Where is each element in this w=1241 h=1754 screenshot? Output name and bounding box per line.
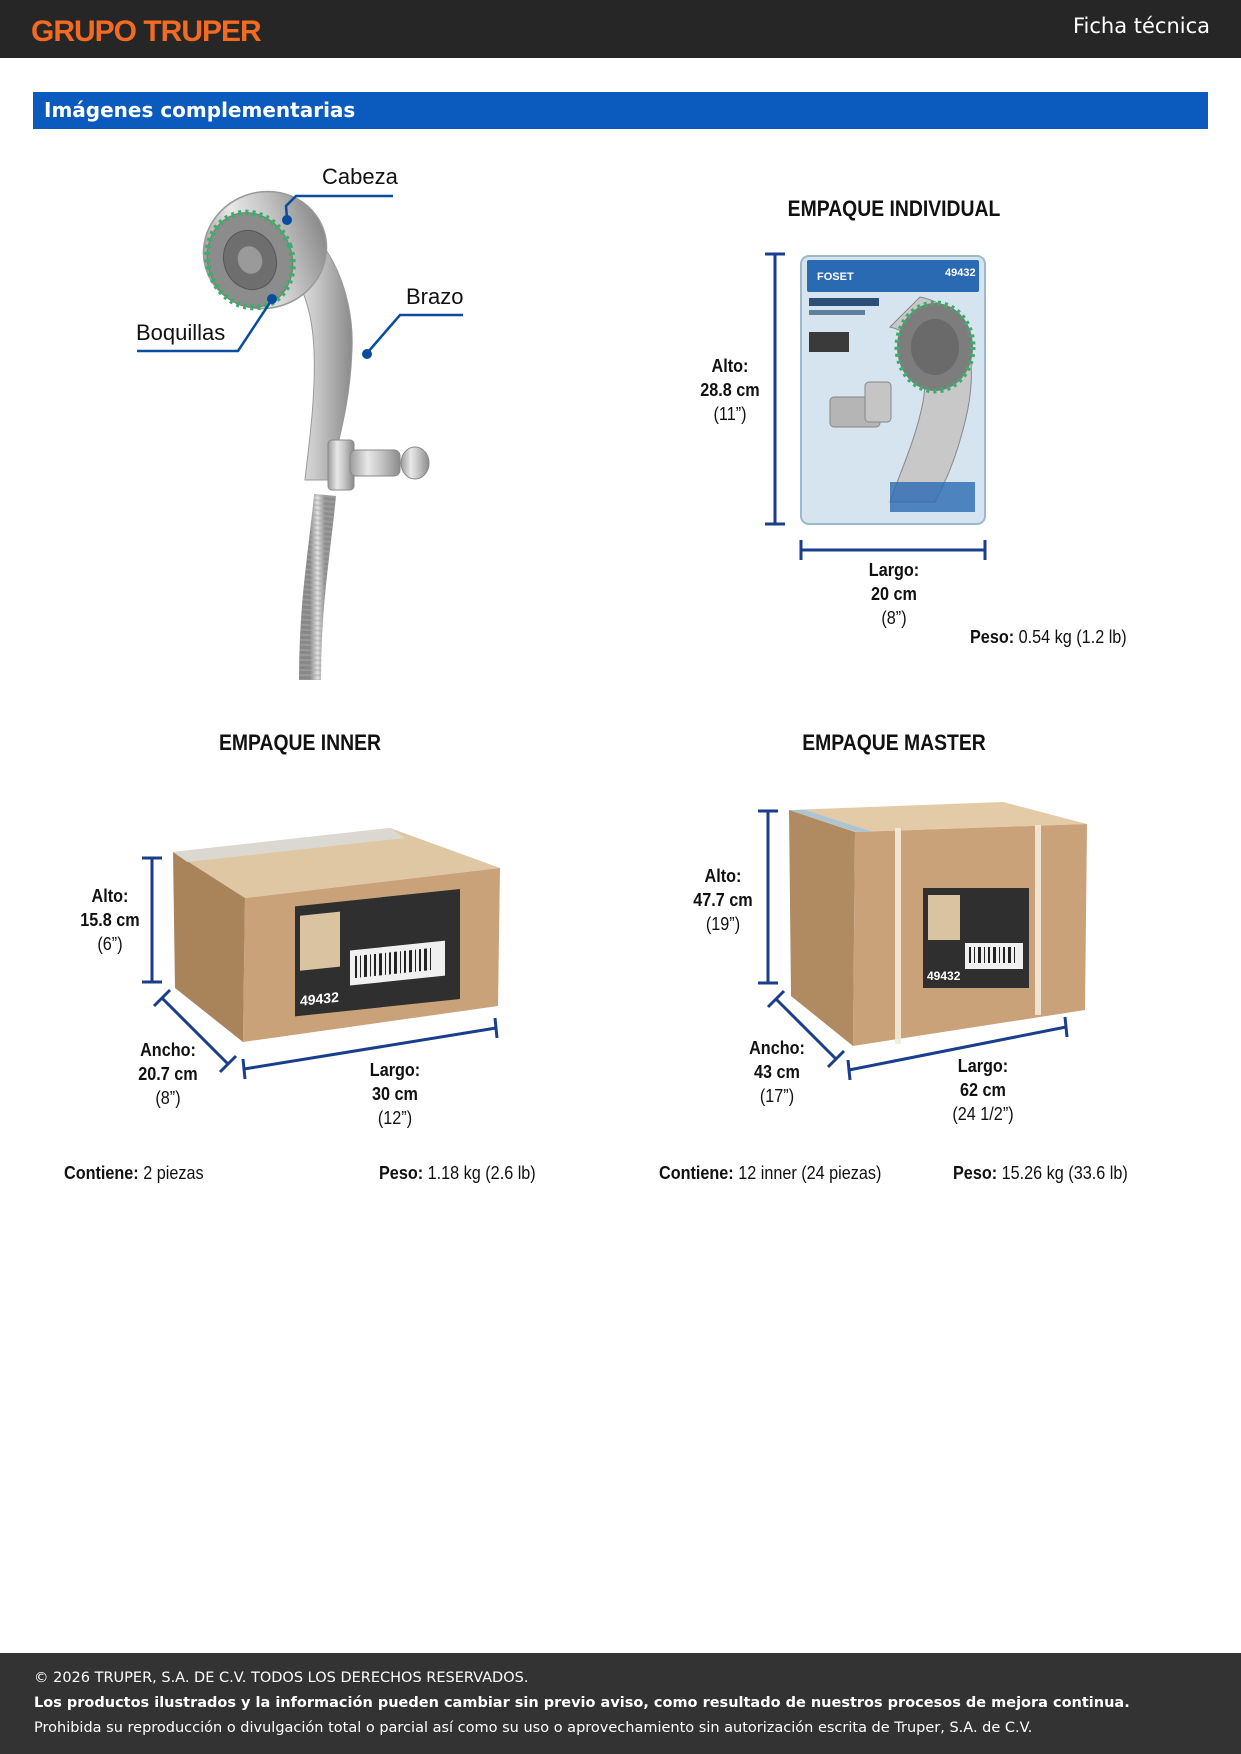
section-title: Imágenes complementarias — [44, 98, 356, 122]
callout-cabeza: Cabeza — [322, 164, 398, 189]
master-peso: Peso: 15.26 kg (33.6 lb) — [953, 1163, 1128, 1183]
package-code-text: 49432 — [945, 267, 976, 279]
brand-logo: GRUPO TRUPER — [31, 15, 261, 48]
top-header-bar — [0, 0, 1241, 58]
individual-alto: Alto: 28.8 cm (11”) — [700, 356, 760, 424]
footer-prohibition: Prohibida su reproducción o divulgación total o parcial así como su uso o aprovechamiento sin autorización escrita de Truper, S.A. de C.V. — [34, 1720, 1033, 1736]
section-title-bar — [33, 92, 1208, 129]
individual-peso: Peso: 0.54 kg (1.2 lb) — [970, 627, 1127, 647]
footer — [0, 1653, 1241, 1754]
individual-largo: Largo: 20 cm (8”) — [868, 560, 920, 628]
callout-brazo: Brazo — [406, 284, 464, 309]
package-brand-text: FOSET — [817, 271, 854, 283]
inner-box-code: 49432 — [300, 988, 339, 1009]
inner-contiene: Contiene: 2 piezas — [64, 1163, 204, 1183]
sheet-title: Ficha técnica — [1072, 14, 1210, 38]
footer-notice: Los productos ilustrados y la información pueden cambiar sin previo aviso, como resultado de nuestros procesos de mejora continua. — [34, 1695, 1130, 1711]
individual-title: EMPAQUE INDIVIDUAL — [787, 196, 1001, 221]
inner-ancho: Ancho: 20.7 cm (8”) — [138, 1040, 198, 1108]
inner-largo: Largo: 30 cm (12”) — [369, 1060, 421, 1128]
inner-alto: Alto: 15.8 cm (6”) — [80, 886, 140, 954]
master-ancho: Ancho: 43 cm (17”) — [749, 1038, 805, 1106]
inner-title: EMPAQUE INNER — [218, 730, 382, 755]
master-box-code: 49432 — [927, 969, 961, 983]
master-alto: Alto: 47.7 cm (19”) — [693, 866, 753, 934]
callout-boquillas: Boquillas — [136, 320, 226, 345]
individual-dimension-lines — [765, 250, 1000, 560]
inner-peso: Peso: 1.18 kg (2.6 lb) — [379, 1163, 536, 1183]
footer-copyright: © 2026 TRUPER, S.A. DE C.V. TODOS LOS DERECHOS RESERVADOS. — [34, 1670, 529, 1686]
master-contiene: Contiene: 12 inner (24 piezas) — [659, 1163, 882, 1183]
master-largo: Largo: 62 cm (24 1/2”) — [952, 1056, 1014, 1124]
master-title: EMPAQUE MASTER — [802, 730, 986, 755]
